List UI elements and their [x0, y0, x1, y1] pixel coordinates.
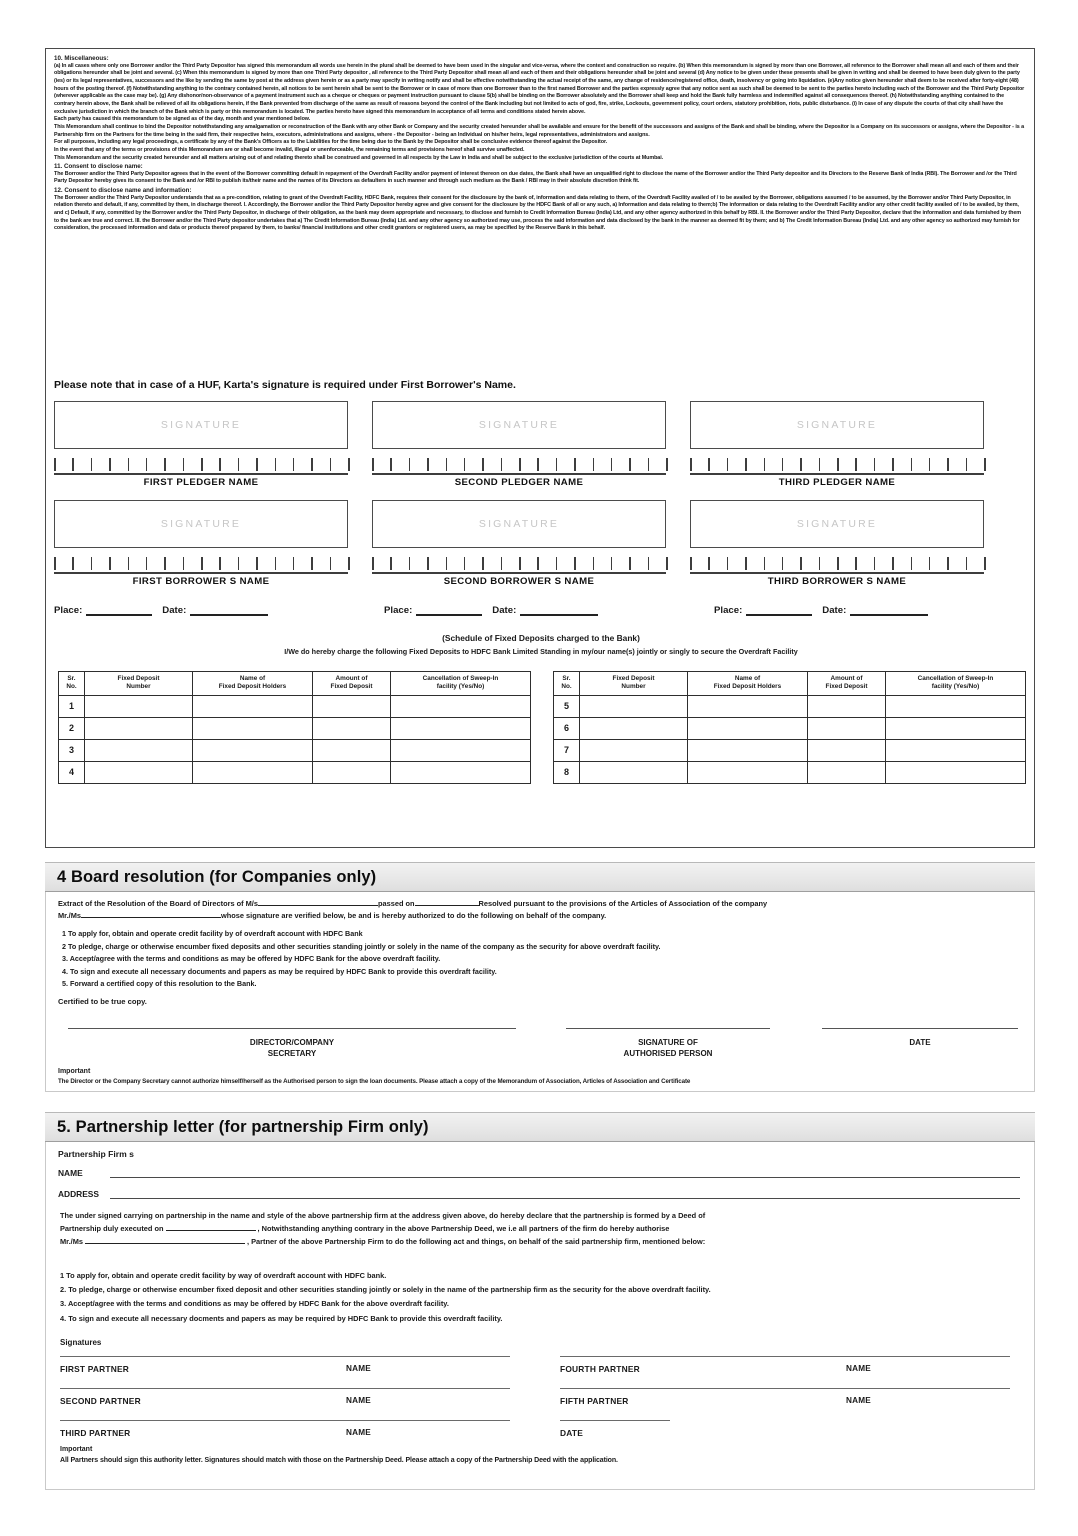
fixed-deposit-table-right — [553, 671, 1026, 784]
clause-12-heading: 12. Consent to disclose name and information: — [54, 187, 192, 195]
signature-placeholder: SIGNATURE — [160, 419, 242, 431]
cell-fd-amount[interactable] — [313, 695, 391, 717]
intro-text-b2: whose signature are verified below, be and is hereby authorized to do the following on behalf of the company. — [221, 910, 607, 920]
cell-fd-amount[interactable] — [313, 717, 391, 739]
cell-fd-holders[interactable] — [688, 717, 808, 739]
place-label: Place: — [384, 605, 413, 616]
signature-placeholder: SIGNATURE — [478, 518, 560, 530]
row-index: 7 — [554, 739, 580, 761]
clause-11-heading: 11. Consent to disclose name: — [54, 163, 143, 171]
cell-sweep-in[interactable] — [886, 695, 1026, 717]
place-date-row — [54, 605, 1044, 616]
signature-placeholder: SIGNATURE — [478, 419, 560, 431]
schedule-subtitle: I/We do hereby charge the following Fixed Deposits to HDFC Bank Limited Standing in my/our name(s) jointly or singly to secure the Overdraft Facility — [284, 647, 798, 656]
table-row — [554, 739, 1026, 761]
place-date-group-2 — [384, 605, 714, 616]
first-partner-signature-line[interactable] — [60, 1356, 510, 1357]
third-borrower-name-label: THIRD BORROWER S NAME — [767, 576, 907, 587]
cell-fd-number[interactable] — [580, 761, 688, 783]
third-partner-signature-line[interactable] — [60, 1420, 510, 1421]
clause-10-para3: This Memorandum shall continue to bind the Depositor notwithstanding any amalgamation or reconstruction of the Bank with any other Bank or Company and the security created hereunder shall be available and ensure for the benefit of the successors and assigns of the Bank and shall be binding, where the Depositor is a Company on its successors or assigns, where the Depositor - is a Partnership firm on the Partners for the time being in the said firm, their respective heirs, executors, administrations and assigns, where - the Depositor - being an Individual on his/her heirs, legal representatives, administrators and assigns. — [54, 123, 1024, 138]
row-index: 3 — [59, 739, 85, 761]
firm-name-input[interactable] — [110, 1169, 1020, 1178]
cell-fd-holders[interactable] — [688, 761, 808, 783]
fourth-partner-signature-line[interactable] — [560, 1356, 1010, 1357]
deed-execution-date-input[interactable] — [166, 1223, 256, 1231]
second-partner-signature-line[interactable] — [60, 1388, 510, 1389]
cell-sweep-in[interactable] — [391, 695, 531, 717]
borrower-signature-row — [54, 500, 1028, 587]
first-partner-name-label: NAME — [346, 1364, 371, 1373]
certified-true-copy-text: Certified to be true copy. — [58, 997, 147, 1006]
terms-text-block — [46, 49, 1034, 233]
list-item: 4. To sign and execute all necessary documents and papers as may be required by HDFC Bank to provide this overdraft facility. — [62, 966, 497, 976]
col-sr-no: Sr. No. — [554, 672, 580, 696]
list-item: 1 To apply for, obtain and operate credit facility by of overdraft account with HDFC Bank — [62, 929, 363, 938]
third-pledger-signature-box[interactable] — [690, 401, 984, 449]
decl-line-3b: , Partner of the above Partnership Firm to do the following act and things, on behalf of the said partnership firm, mentioned below: — [247, 1236, 706, 1246]
signature-placeholder: SIGNATURE — [796, 419, 878, 431]
row-index: 8 — [554, 761, 580, 783]
list-item: 3. Accept/agree with the terms and conditions as may be offered by HDFC Bank for the above overdraft facility. — [60, 1299, 449, 1309]
authorised-person-caption: SIGNATURE OF AUTHORISED PERSON — [623, 1038, 713, 1058]
section-5-panel — [45, 1142, 1035, 1490]
col-fd-amount: Amount of Fixed Deposit — [313, 672, 391, 696]
second-pledger-name-label: SECOND PLEDGER NAME — [454, 477, 584, 488]
row-index: 4 — [59, 761, 85, 783]
cell-fd-number[interactable] — [85, 695, 193, 717]
third-pledger-block — [690, 401, 984, 488]
clause-10-heading: 10. Miscellaneous: — [54, 55, 109, 62]
clause-11-body: The Borrower and/or the Third Party Depositor agrees that in the event of the Borrower committing default in repayment of the Overdraft Facility and/or payment of interest thereon on due dates, the Bank shall have an unqualified right to disclose the name of the Borrower and/or the Third Party depositor and its Directors to the Reserve Bank of India (RBI). The Borrower and /or the Third Party Depositor hereby gives its consent to the Bank and /or RBI to publish its/their name and the names of its Directors as defaulters in such manner and through such medium as the Bank / RBI may in their absolute discretion think fit. — [54, 170, 1017, 185]
fifth-partner-label: FIFTH PARTNER — [560, 1396, 629, 1406]
list-item: 1 To apply for, obtain and operate credit facility by way of overdraft account with HDFC bank. — [60, 1271, 387, 1280]
row-index: 6 — [554, 717, 580, 739]
section-5-header — [45, 1112, 1035, 1142]
board-resolution-items — [62, 928, 1020, 991]
row-index: 5 — [554, 695, 580, 717]
section-5-title: 5. Partnership letter (for partnership Firm only) — [57, 1117, 429, 1136]
date-signature-line[interactable] — [822, 1028, 1018, 1029]
cell-sweep-in[interactable] — [391, 717, 531, 739]
director-caption: DIRECTOR/COMPANY SECRETARY — [249, 1038, 335, 1058]
cell-fd-holders[interactable] — [688, 739, 808, 761]
first-borrower-name-label: FIRST BORROWER S NAME — [132, 576, 270, 587]
table-header-row — [59, 672, 531, 696]
place-label: Place: — [54, 605, 83, 616]
table-row — [59, 717, 531, 739]
clause-10-para5: In the event that any of the terms or provisions of this Memorandum are or shall become invalid, illegal or unenforceable, the remaining terms and provisions hereof shall survive unaffected. — [54, 146, 525, 153]
clause-12-body: The Borrower and/or the Third Party Depositor understands that as a pre-condition, relating to grant of the Overdraft Facility, HDFC Bank, requires their consent for the disclosure by the bank of, information and data relating to them, of the Overdraft Facility availed of / to be availed by the Borrower, obligations assumed / to be assumed, by the Borrower and/or Third Party Depositor, in relation thereto and default, if any, committed by them, in discharge thereof. I. Accordingly, the Borrower and/or the Third Party Depositor hereby agree and give consent for the disclosure by the HDFC Bank of all or any such, a) Information and data relating to them;b) The information or data relating to the Overdraft Facility and/or any other credit facility availed of / to be availed, by them, and c) Default, if any, committed by the Borrower and/or the Third Party Depositor, in discharge of their obligation, as the bank may deem appropriate and necessary, to disclose and furnish to Credit Information Bureau (India) Ltd, and any other agency authorized in this behalf by RBI. II. the Borrower and/or the Third Party Depositor, declare that the information and data furnished by them to the bank are true and correct. III. the Borrower and/or the Third Party depositor undertakes that a) The Credit Information Bureau (India) Ltd. and any other agency so authorized may use, process the said information and data disclosed by the bank in the manner as deemed fit by them; and b) The Credit Information Bureau (India) Ltd. and any other agency so authorized may furnish for consideration, the processed information and data or products thereof prepared by them, to banks/ financial institutions and other credit grantors or registered users, as may be specified by the Reserve Bank in this behalf. — [54, 194, 1021, 232]
fixed-deposit-table-left — [58, 671, 531, 784]
cell-fd-amount[interactable] — [808, 739, 886, 761]
cell-fd-holders[interactable] — [193, 717, 313, 739]
intro-text-b1: Mr./Ms — [58, 910, 81, 920]
fourth-partner-name-label: NAME — [846, 1364, 871, 1373]
terms-and-conditions-panel — [45, 48, 1035, 848]
col-fd-number: Fixed Deposit Number — [85, 672, 193, 696]
schedule-title: (Schedule of Fixed Deposits charged to the Bank) — [442, 633, 640, 643]
decl-line-1: The under signed carrying on partnership in the name and style of the above partnership firm at the address given above, do hereby declare that the partnership is formed by a Deed of — [60, 1211, 706, 1220]
fifth-partner-name-label: NAME — [846, 1396, 871, 1405]
firm-address-input[interactable] — [110, 1190, 1020, 1199]
cell-fd-number[interactable] — [580, 695, 688, 717]
partnership-firm-heading: Partnership Firm s — [58, 1149, 134, 1159]
cell-fd-number[interactable] — [580, 717, 688, 739]
passed-on-date-input[interactable] — [415, 898, 479, 906]
cell-fd-amount[interactable] — [808, 695, 886, 717]
third-borrower-name-comb[interactable] — [690, 557, 984, 574]
col-fd-amount: Amount of Fixed Deposit — [808, 672, 886, 696]
place-input-1[interactable] — [86, 606, 152, 616]
table-row — [554, 695, 1026, 717]
third-partner-name-label: NAME — [346, 1428, 371, 1437]
section-4-important-body: The Director or the Company Secretary cannot authorize himself/herself as the Authorised person to sign the loan documents. Please attach a copy of the Memorandum of Association, Articles of Association and Certificate — [58, 1078, 691, 1085]
cell-fd-number[interactable] — [580, 739, 688, 761]
first-borrower-signature-box[interactable] — [54, 500, 348, 548]
huf-note: Please note that in case of a HUF, Karta's signature is required under First Borrower's Name. — [54, 379, 516, 391]
col-sr-no: Sr. No. — [59, 672, 85, 696]
third-partner-label: THIRD PARTNER — [60, 1428, 131, 1438]
clause-10-para4: For all purposes, including any legal proceedings, a certificate by any of the Bank's Officers as to the Liabilities for the time being due to the Bank by the Depositor shall be conclusive evidence thereof against the Depositor. — [54, 139, 608, 146]
partnership-items — [60, 1269, 1018, 1326]
place-input-3[interactable] — [746, 606, 812, 616]
cell-fd-amount[interactable] — [808, 761, 886, 783]
intro-text-a3: Resolved pursuant to the provisions of the Articles of Association of the company — [478, 899, 768, 908]
first-pledger-block — [54, 401, 348, 488]
fourth-partner-label: FOURTH PARTNER — [560, 1364, 640, 1374]
second-pledger-name-comb[interactable] — [372, 458, 666, 475]
date-caption: DATE — [909, 1038, 931, 1047]
second-borrower-block — [372, 500, 666, 587]
fixed-deposit-tables — [58, 671, 1024, 784]
third-borrower-block — [690, 500, 984, 587]
second-pledger-signature-box[interactable] — [372, 401, 666, 449]
decl-line-2b: , Notwithstanding anything contrary in the above Partnership Deed, we i.e all partners of the firm do hereby authorise — [257, 1223, 670, 1233]
second-borrower-name-comb[interactable] — [372, 557, 666, 574]
first-partner-label: FIRST PARTNER — [60, 1364, 129, 1374]
cell-sweep-in[interactable] — [886, 761, 1026, 783]
clause-10-body: (a) In all cases where only one Borrower and/or the Third Party Depositor has signed this memorandum all words use herein in the plural shall be deemed to have been used in the singular and vice-versa, where the context and construction so require. (b) When this memorandum is signed by more than one Borrower, all reference to the Borrower shall mean all and each of them and their obligations hereunder shall be joint and several. (c) When this memorandum is signed by more than one Third Party depositor , all reference to the Third Party Depositor shall mean all and each of them and their obligations hereunder shall be joint and several (d) Any notice to be given under these presents shall be given in writing and shall be deemed to have been duly given to the party (ies) or its legal representatives, successors and the like by sending the same by post at the address given herein or as a party may specify in writing notify and shall be effective notwithstanding the actual receipt of the same, any change of residence/registered office, death, insolvency or going into liquidation. (e)Any notice given hereunder shall deem to be received after forty-eight (48) hours of the posting thereof. (f) Notwithstanding anything to the contrary contained herein, all notices to be sent herein shall be sent to the Borrower or in case of more than one Borrower than to the first named Borrower and the parties expressly agree that any notice sent as such shall be deemed to be sent to the parties hereto including each of the Borrower and the Third Party Depositor (wherever applicable as the case may be). (g) Any dishonor/non-observance of a payment instrument such as a cheque or cheques or payment instruction pursuant to clause 5(b) shall be binding on the Borrower absolutely and the Borrower shall keep and hold the Bank fully harmless and indemnified against all consequences thereof. (h) Notwithstanding anything contained to the contrary herein above, the Bank shall be relieved of all its obligations herein, if the Bank prevented from discharge of the same as result of reasons beyond the control of the Bank including but not limited to acts of god, fire, strike, Lockouts, government policy, court orders, statutory prohibition, riots, public disturbance. (i) In case of any dispute the courts of that city shall have the exclusive jurisdiction in which the branch of the Bank which is party or this memorandum is located. The parties hereto have signed this memorandum in acceptance of all terms and conditions stated herein above. — [54, 62, 1025, 115]
list-item: 2 To pledge, charge or otherwise encumber fixed deposits and other securities standing jointly or solely in the name of the company as the security for above overdraft facility. — [62, 941, 661, 951]
authorised-person-signature-line[interactable] — [566, 1028, 770, 1029]
intro-text-a1: Extract of the Resolution of the Board of Directors of M/s — [58, 899, 258, 908]
cell-fd-amount[interactable] — [313, 761, 391, 783]
date-input-2[interactable] — [520, 606, 598, 616]
second-borrower-signature-box[interactable] — [372, 500, 666, 548]
second-pledger-block — [372, 401, 666, 488]
third-pledger-name-comb[interactable] — [690, 458, 984, 475]
list-item: 4. To sign and execute all necessary docments and papers as may be required by HDFC Bank to provide this overdraft facility. — [60, 1313, 503, 1323]
first-borrower-block — [54, 500, 348, 587]
date-label: Date: — [162, 605, 187, 616]
place-date-group-3 — [714, 605, 1044, 616]
list-item: 2. To pledge, charge or otherwise encumber fixed deposit and other securities standing jointly or solely in the name of the partnership firm as the security for the above overdraft facility. — [60, 1285, 711, 1295]
cell-sweep-in[interactable] — [391, 761, 531, 783]
signature-placeholder: SIGNATURE — [160, 518, 242, 530]
date-label: Date: — [492, 605, 517, 616]
address-label: ADDRESS — [58, 1189, 99, 1199]
table-header-row — [554, 672, 1026, 696]
cell-fd-amount[interactable] — [313, 739, 391, 761]
section-5-important-body: All Partners should sign this authority letter. Signatures should match with those on the Partnership Deed. Please attach a copy of the Partnership Deed with the application. — [60, 1457, 618, 1464]
partner-name-input[interactable] — [85, 1236, 245, 1244]
table-row — [59, 739, 531, 761]
table-row — [554, 717, 1026, 739]
date-input-3[interactable] — [850, 606, 928, 616]
section-4-panel — [45, 892, 1035, 1092]
second-borrower-name-label: SECOND BORROWER S NAME — [443, 576, 595, 587]
section-4-title: 4 Board resolution (for Companies only) — [57, 867, 377, 886]
second-partner-label: SECOND PARTNER — [60, 1396, 141, 1406]
section-4-important-heading: Important — [58, 1068, 91, 1075]
cell-fd-number[interactable] — [85, 739, 193, 761]
third-borrower-signature-box[interactable] — [690, 500, 984, 548]
col-fd-number: Fixed Deposit Number — [580, 672, 688, 696]
list-item: 5. Forward a certified copy of this resolution to the Bank. — [62, 979, 257, 989]
company-name-input[interactable] — [258, 898, 378, 906]
director-signature-line[interactable] — [68, 1028, 516, 1029]
cell-sweep-in[interactable] — [391, 739, 531, 761]
decl-line-3a: Mr./Ms — [60, 1236, 83, 1246]
authorised-person-name-input[interactable] — [81, 910, 221, 918]
section-5-important-heading: Important — [60, 1446, 93, 1453]
col-fd-holders: Name of Fixed Deposit Holders — [193, 672, 313, 696]
firm-address-row — [58, 1189, 1020, 1199]
first-pledger-signature-box[interactable] — [54, 401, 348, 449]
date-input-1[interactable] — [190, 606, 268, 616]
cell-fd-holders[interactable] — [688, 695, 808, 717]
intro-text-a2: passed on — [377, 899, 415, 908]
section-4-header — [45, 862, 1035, 892]
pledger-signature-row — [54, 401, 1028, 488]
cell-sweep-in[interactable] — [886, 717, 1026, 739]
third-pledger-name-label: THIRD PLEDGER NAME — [778, 477, 896, 488]
table-row — [59, 761, 531, 783]
col-sweep-in: Cancellation of Sweep-In facility (Yes/No) — [886, 672, 1026, 696]
clause-10-para2: Each party has caused this memorandum to be signed as of the day, month and year mentioned below. — [54, 116, 311, 123]
first-borrower-name-comb[interactable] — [54, 557, 348, 574]
partnership-date-line[interactable] — [560, 1420, 670, 1421]
cell-fd-holders[interactable] — [193, 695, 313, 717]
row-index: 2 — [59, 717, 85, 739]
fifth-partner-signature-line[interactable] — [560, 1388, 1010, 1389]
cell-sweep-in[interactable] — [886, 739, 1026, 761]
first-pledger-name-comb[interactable] — [54, 458, 348, 475]
signature-grid — [54, 401, 1028, 587]
cell-fd-amount[interactable] — [808, 717, 886, 739]
decl-line-2a: Partnership duly executed on — [60, 1223, 164, 1233]
place-input-2[interactable] — [416, 606, 482, 616]
table-row — [554, 761, 1026, 783]
second-partner-name-label: NAME — [346, 1396, 371, 1405]
cell-fd-holders[interactable] — [193, 761, 313, 783]
cell-fd-holders[interactable] — [193, 739, 313, 761]
table-row — [59, 695, 531, 717]
col-sweep-in: Cancellation of Sweep-In facility (Yes/No) — [391, 672, 531, 696]
col-fd-holders: Name of Fixed Deposit Holders — [688, 672, 808, 696]
partnership-declaration — [60, 1210, 1018, 1249]
partnership-date-label: DATE — [560, 1428, 583, 1438]
list-item: 3. Accept/agree with the terms and conditions as may be offered by HDFC Bank for the above overdraft facility. — [62, 954, 441, 964]
first-pledger-name-label: FIRST PLEDGER NAME — [143, 477, 259, 488]
row-index: 1 — [59, 695, 85, 717]
place-label: Place: — [714, 605, 743, 616]
clause-10-para6: This Memorandum and the security created hereunder and all matters arising out of and relating thereto shall be construed and governed in all respects by the Law in India and shall be subject to the exclusive jurisdiction of the courts at Mumbai. — [54, 154, 664, 161]
signatures-heading: Signatures — [60, 1338, 102, 1347]
board-resolution-intro — [58, 898, 1020, 922]
signature-placeholder: SIGNATURE — [796, 518, 878, 530]
cell-fd-number[interactable] — [85, 761, 193, 783]
name-label: NAME — [58, 1168, 83, 1178]
firm-name-row — [58, 1168, 1020, 1178]
cell-fd-number[interactable] — [85, 717, 193, 739]
date-label: Date: — [822, 605, 847, 616]
place-date-group-1 — [54, 605, 384, 616]
